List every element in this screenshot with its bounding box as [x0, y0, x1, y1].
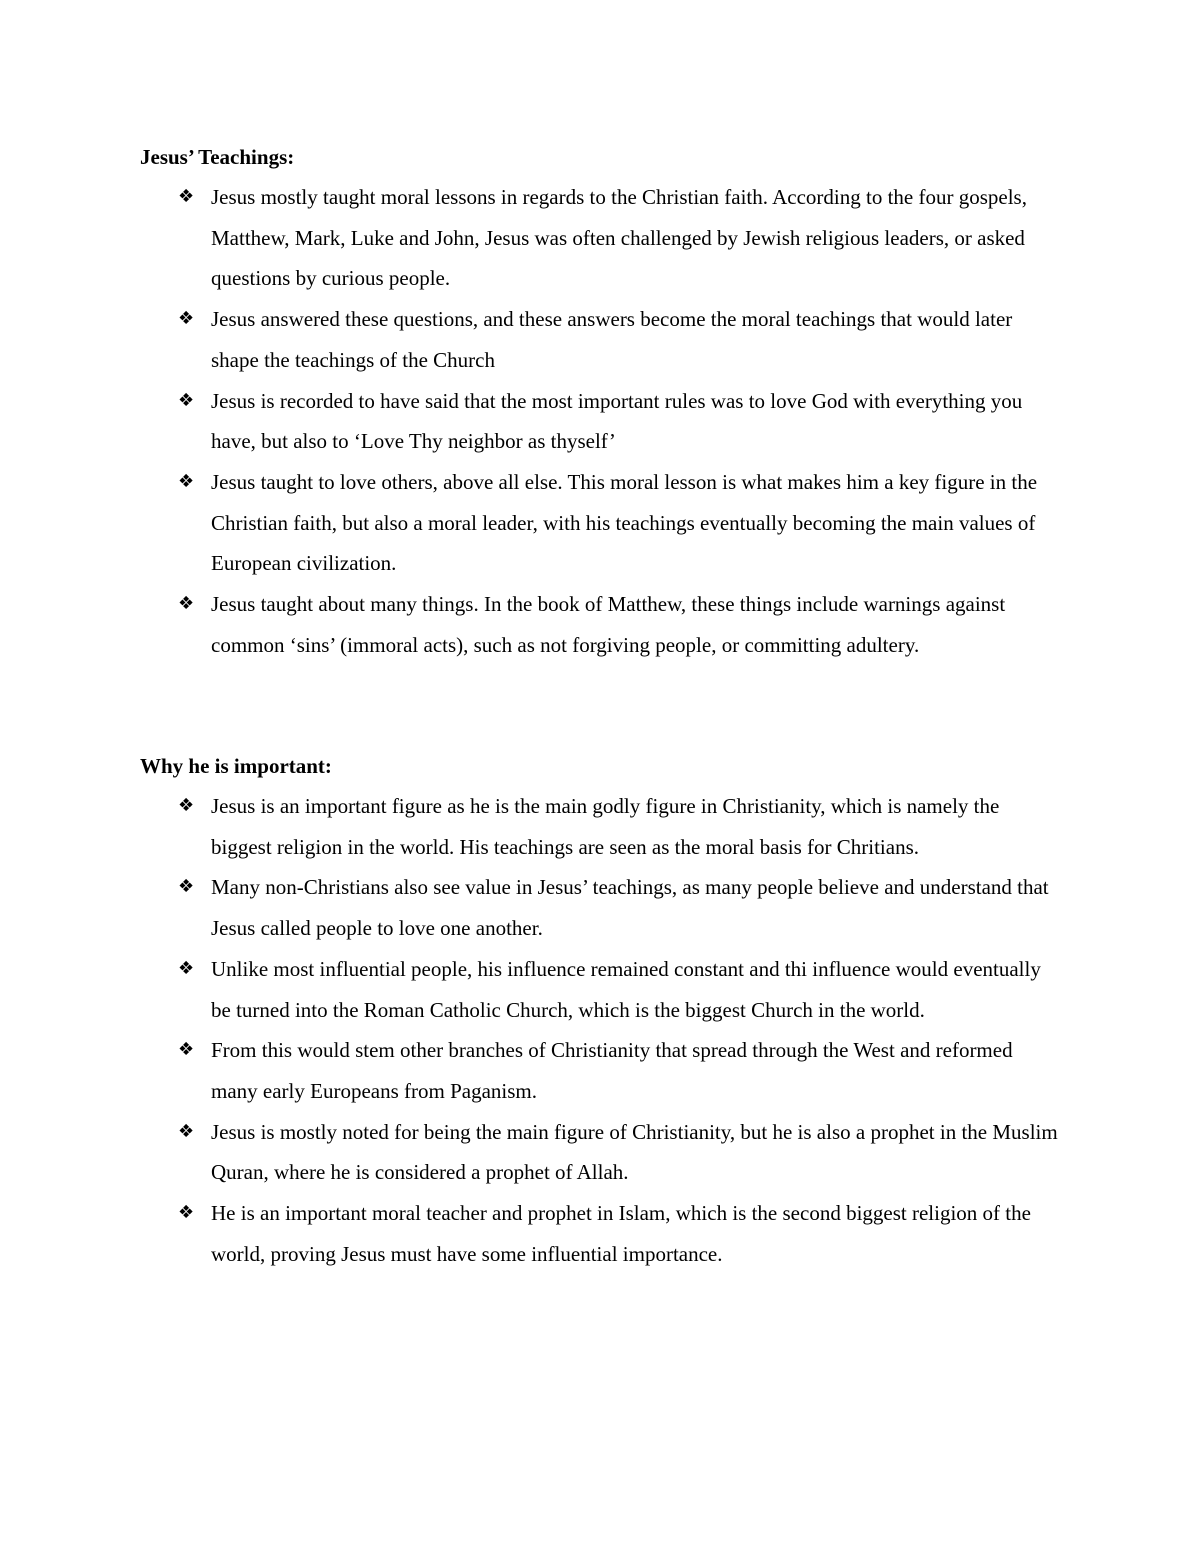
list-item-text: Unlike most influential people, his influence remained constant and thi influence would eventually be turned into the Roman Catholic Church, which is the biggest Church in the world.	[211, 956, 1041, 1022]
list-item	[140, 584, 1060, 665]
list-item-text: Jesus is an important figure as he is the main godly figure in Christianity, which is namely the biggest religion in the world. His teachings are seen as the moral basis for Chritians.	[211, 794, 1000, 859]
list-item-text: Jesus answered these questions, and these answers become the moral teachings that would later shape the teachings of the Church	[211, 307, 1013, 372]
list-item	[140, 1193, 1060, 1274]
bullet-list	[140, 177, 1060, 665]
list-item	[140, 786, 1060, 867]
section-heading: Why he is important:	[140, 754, 332, 778]
diamond-bullet-icon: ❖	[178, 186, 195, 207]
list-item	[140, 462, 1060, 584]
bullet-list	[140, 786, 1060, 1274]
diamond-bullet-icon: ❖	[178, 1202, 195, 1224]
list-item-text: Jesus is mostly noted for being the main figure of Christianity, but he is also a prophet in the Muslim Quran, where he is considered a prophet of Allah.	[211, 1119, 1058, 1185]
section-heading: Jesus’ Teachings:	[140, 145, 295, 169]
diamond-bullet-icon: ❖	[178, 593, 195, 615]
section-importance	[140, 750, 1060, 1274]
list-item	[140, 299, 1060, 380]
diamond-bullet-icon: ❖	[178, 1039, 195, 1061]
list-item-text: From this would stem other branches of Christianity that spread through the West and reformed many early Europeans from Paganism.	[211, 1038, 1013, 1103]
section-teachings	[140, 141, 1060, 665]
diamond-bullet-icon: ❖	[178, 308, 195, 330]
diamond-bullet-icon: ❖	[178, 389, 195, 411]
diamond-bullet-icon: ❖	[178, 876, 195, 898]
list-item-text: Jesus taught to love others, above all else. This moral lesson is what makes him a key figure in the Christian faith, but also a moral leader, with his teachings eventually becoming the main values of European civilization.	[211, 469, 1038, 576]
list-item-text: Many non-Christians also see value in Jesus’ teachings, as many people believe and understand that Jesus called people to love one another.	[211, 875, 1049, 941]
list-item-text: Jesus mostly taught moral lessons in regards to the Christian faith. According to the four gospels, Matthew, Mark, Luke and John, Jesus was often challenged by Jewish religious leaders, or asked questions by curious people.	[211, 185, 1027, 291]
list-item	[140, 949, 1060, 1030]
list-item	[140, 1112, 1060, 1193]
diamond-bullet-icon: ❖	[178, 795, 195, 816]
list-item	[140, 1030, 1060, 1111]
list-item	[140, 867, 1060, 948]
diamond-bullet-icon: ❖	[178, 957, 195, 979]
list-item	[140, 177, 1060, 299]
list-item-text: Jesus taught about many things. In the book of Matthew, these things include warnings against common ‘sins’ (immoral acts), such as not forgiving people, or committing adultery.	[211, 592, 1006, 657]
list-item-text: He is an important moral teacher and prophet in Islam, which is the second biggest religion of the world, proving Jesus must have some influential importance.	[211, 1201, 1031, 1266]
list-item-text: Jesus is recorded to have said that the most important rules was to love God with everything you have, but also to ‘Love Thy neighbor as thyself’	[211, 388, 1023, 454]
diamond-bullet-icon: ❖	[178, 1120, 195, 1142]
list-item	[140, 381, 1060, 462]
diamond-bullet-icon: ❖	[178, 470, 195, 492]
